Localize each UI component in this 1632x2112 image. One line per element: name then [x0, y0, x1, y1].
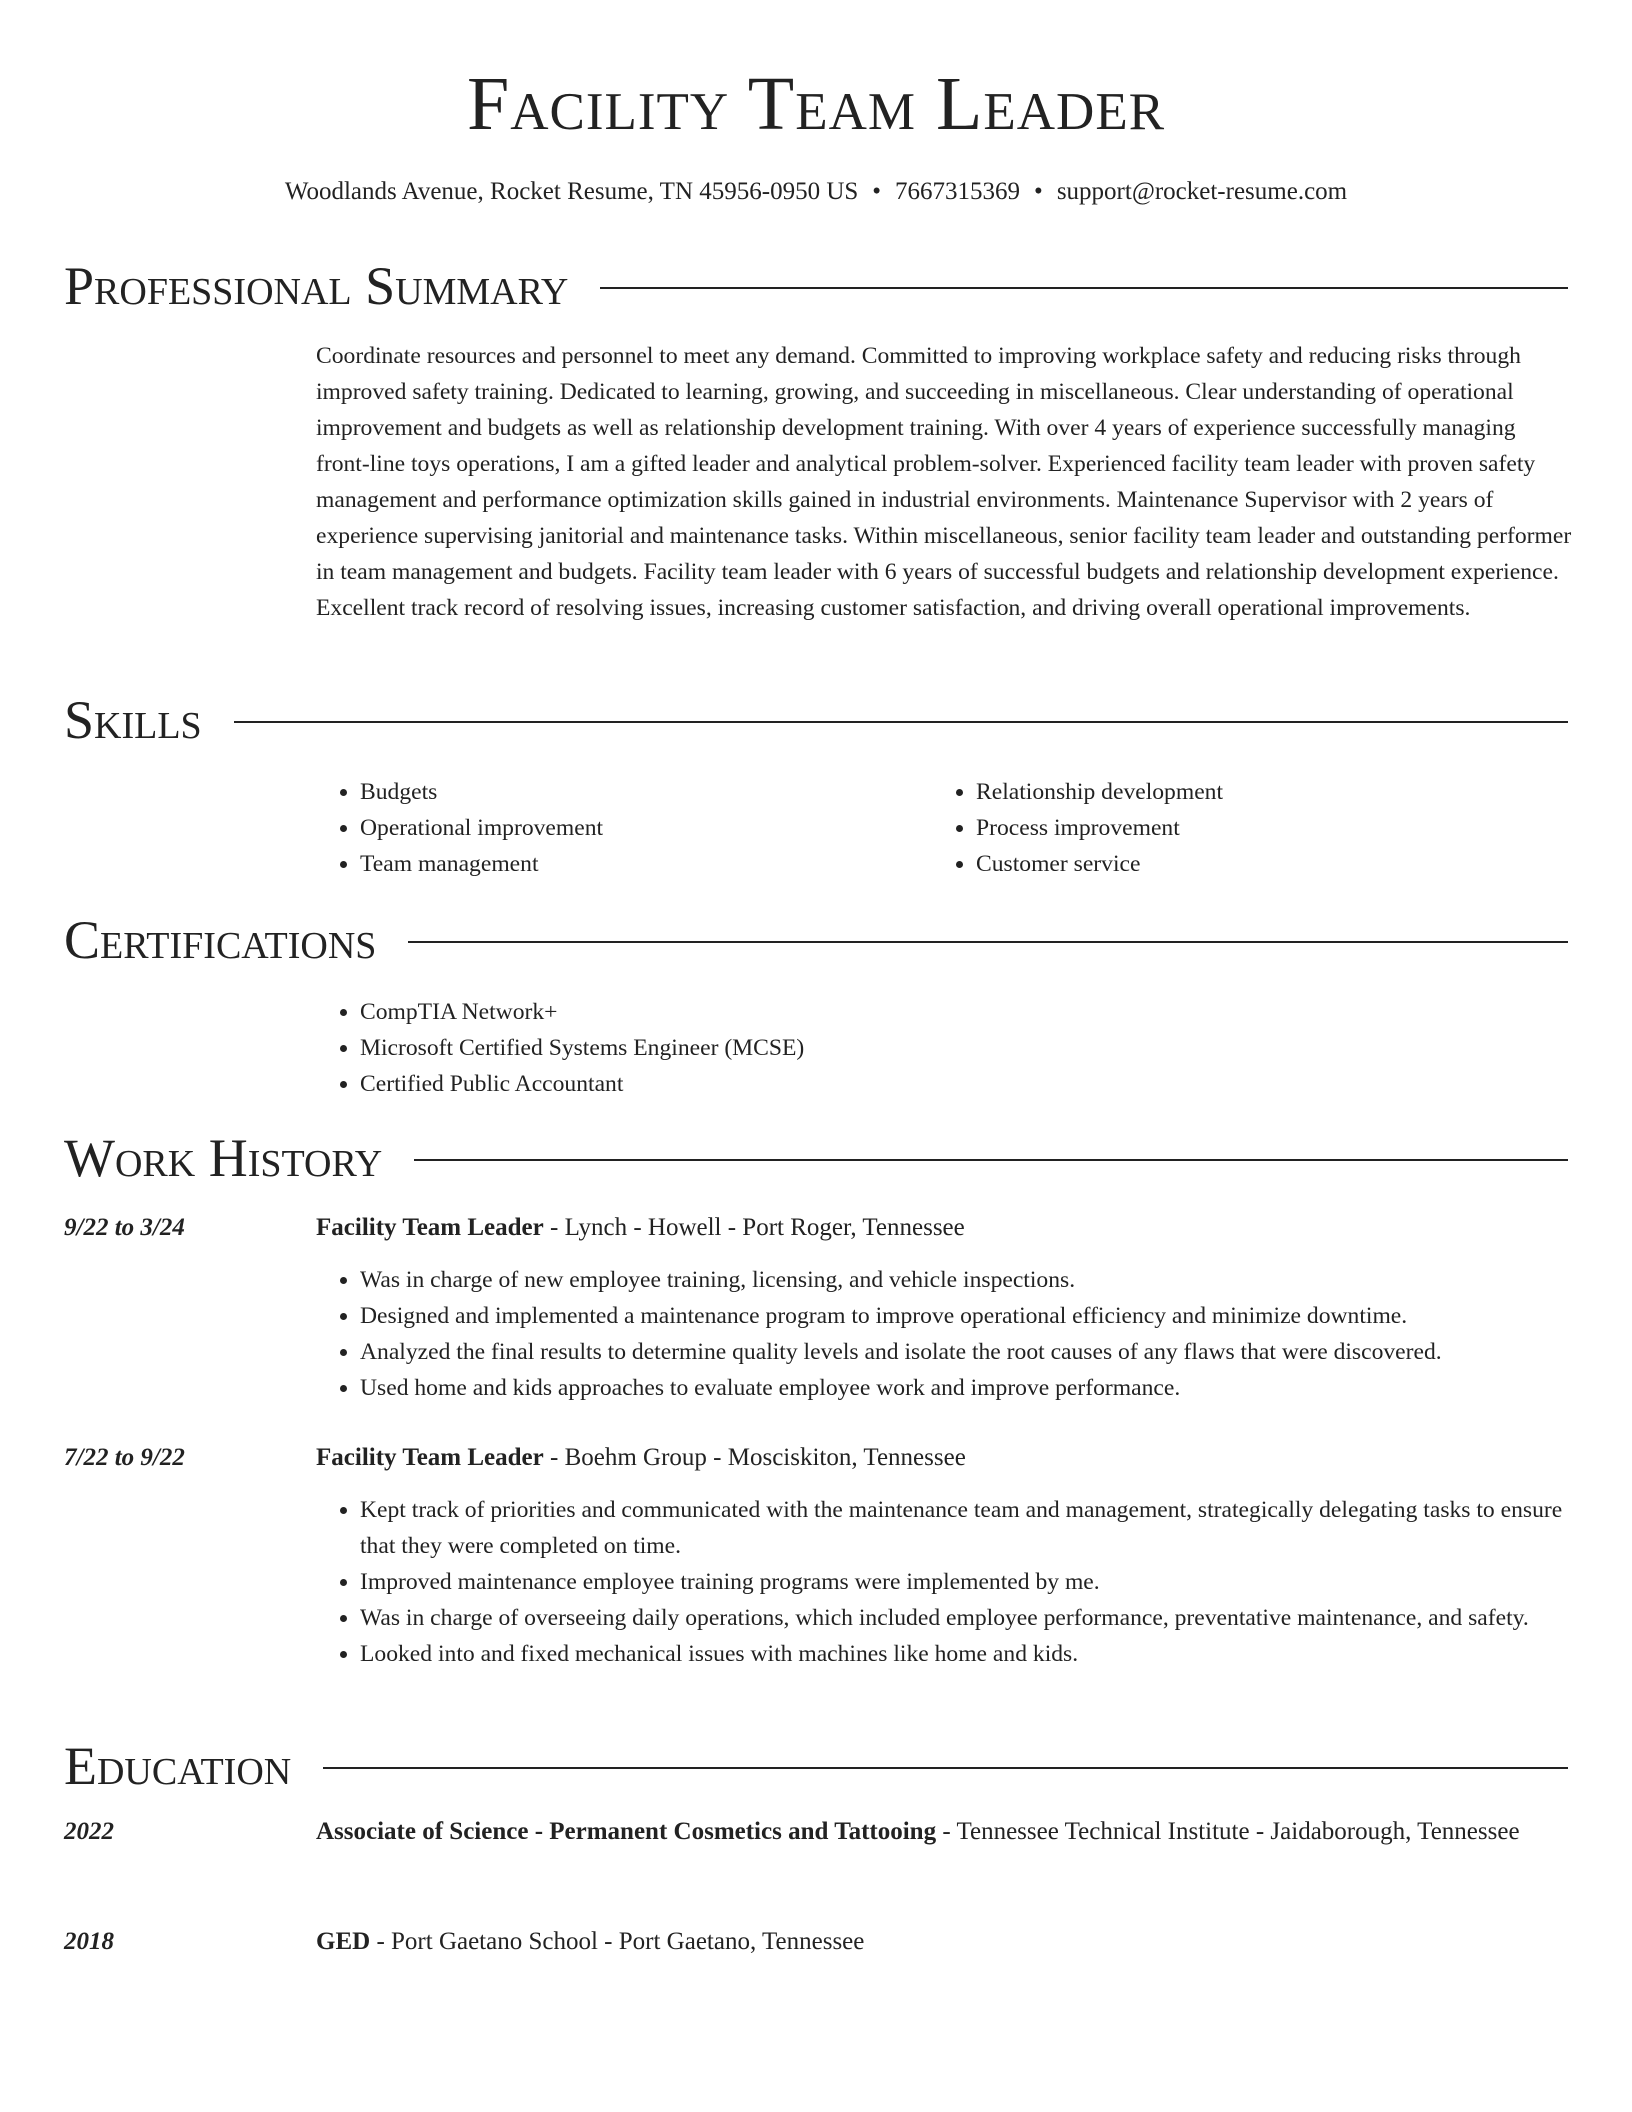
certification-item: • Microsoft Certified Systems Engineer (MCSE) [360, 1030, 804, 1066]
work-headline [316, 1208, 1568, 1248]
education-year: 2018 [64, 1928, 114, 1955]
section-education-header [64, 1734, 1568, 1798]
section-divider [323, 1767, 1568, 1769]
contact-line [0, 174, 1632, 210]
education-headline [316, 1812, 1568, 1852]
job-title: Facility Team Leader [316, 1444, 544, 1471]
contact-email: support@rocket-resume.com [1056, 178, 1348, 205]
job-title: Facility Team Leader [316, 1214, 544, 1241]
skill-item: • Budgets [360, 774, 603, 810]
summary-text: Coordinate resources and personnel to meet any demand. Committed to improving workplace safety and reducing risks through improved safety training. Dedicated to learning, growing, and succeeding in miscellaneous. Clear understanding of operational improvement and budgets as well as relationship development training. With over 4 years of experience successfully managing front-line toys operations, I am a gifted leader and analytical problem-solver. Experienced facility team leader with proven safety management and performance optimization skills gained in industrial environments. Maintenance Supervisor with 2 years of experience supervising janitorial and maintenance tasks. Within miscellaneous, senior facility team leader and outstanding performer in team management and budgets. Facility team leader with 6 years of successful budgets and relationship development experience. Excellent track record of resolving issues, increasing customer satisfaction, and driving overall operational improvements. [316, 343, 1572, 621]
section-title: Certifications [64, 910, 377, 970]
section-title: Education [64, 1736, 292, 1796]
section-divider [600, 287, 1568, 289]
work-bullet: • Used home and kids approaches to evaluate employee work and improve performance. [360, 1370, 1568, 1406]
certification-item: • Certified Public Accountant [360, 1066, 804, 1102]
section-title: Work History [64, 1128, 383, 1188]
school-location: - Tennessee Technical Institute - Jaidaborough, Tennessee [936, 1818, 1520, 1845]
contact-separator: • [1034, 178, 1043, 205]
section-divider [234, 721, 1568, 723]
degree-name: Associate of Science - Permanent Cosmetics and Tattooing [316, 1818, 937, 1845]
section-divider [414, 1159, 1568, 1161]
contact-separator: • [872, 178, 882, 205]
skill-item: • Customer service [976, 846, 1223, 882]
section-title: Professional Summary [64, 256, 569, 316]
work-bullet: • Looked into and fixed mechanical issues with machines like home and kids. [360, 1636, 1568, 1672]
skill-item: • Team management [360, 846, 603, 882]
education-year: 2022 [64, 1818, 114, 1845]
work-bullet: • Was in charge of new employee training, licensing, and vehicle inspections. [360, 1262, 1568, 1298]
contact-address: Woodlands Avenue, Rocket Resume, TN 45956-0950 US [284, 178, 859, 205]
skill-item: • Operational improvement [360, 810, 603, 846]
section-work-header [64, 1126, 1568, 1190]
certification-item: • CompTIA Network+ [360, 994, 804, 1030]
section-divider [408, 941, 1568, 943]
work-dates: 9/22 to 3/24 [64, 1214, 185, 1241]
skill-item: • Process improvement [976, 810, 1223, 846]
contact-phone: 7667315369 [895, 178, 1021, 205]
section-skills-header [64, 688, 1568, 752]
resume-name: Facility Team Leader [466, 62, 1166, 146]
degree-name: GED [316, 1928, 371, 1955]
section-summary-header [64, 254, 1568, 318]
work-dates: 7/22 to 9/22 [64, 1444, 185, 1471]
work-entry [64, 1438, 1568, 1718]
work-bullet: • Kept track of priorities and communicated with the maintenance team and management, strategically delegating tasks to ensure that they were completed on time. [360, 1492, 1568, 1564]
education-entry [64, 1922, 1568, 1962]
work-headline [316, 1438, 1568, 1478]
employer-location: - Boehm Group - Mosciskiton, Tennessee [543, 1444, 966, 1471]
work-bullet: • Improved maintenance employee training programs were implemented by me. [360, 1564, 1568, 1600]
education-entry [64, 1812, 1568, 1892]
work-bullet: • Was in charge of overseeing daily operations, which included employee performance, preventative maintenance, and safety. [360, 1600, 1568, 1636]
section-title: Skills [64, 690, 202, 750]
skills-column-right [932, 774, 1223, 882]
section-certifications-header [64, 908, 1568, 972]
skill-item: • Relationship development [976, 774, 1223, 810]
work-bullet: • Designed and implemented a maintenance program to improve operational efficiency and minimize downtime. [360, 1298, 1568, 1334]
skills-column-left [316, 774, 603, 882]
certifications-list [316, 994, 804, 1102]
employer-location: - Lynch - Howell - Port Roger, Tennessee [543, 1214, 965, 1241]
work-entry [64, 1208, 1568, 1418]
school-location: - Port Gaetano School - Port Gaetano, Tennessee [370, 1928, 865, 1955]
education-headline [316, 1922, 1568, 1962]
work-bullet: • Analyzed the final results to determine quality levels and isolate the root causes of any flaws that were discovered. [360, 1334, 1568, 1370]
